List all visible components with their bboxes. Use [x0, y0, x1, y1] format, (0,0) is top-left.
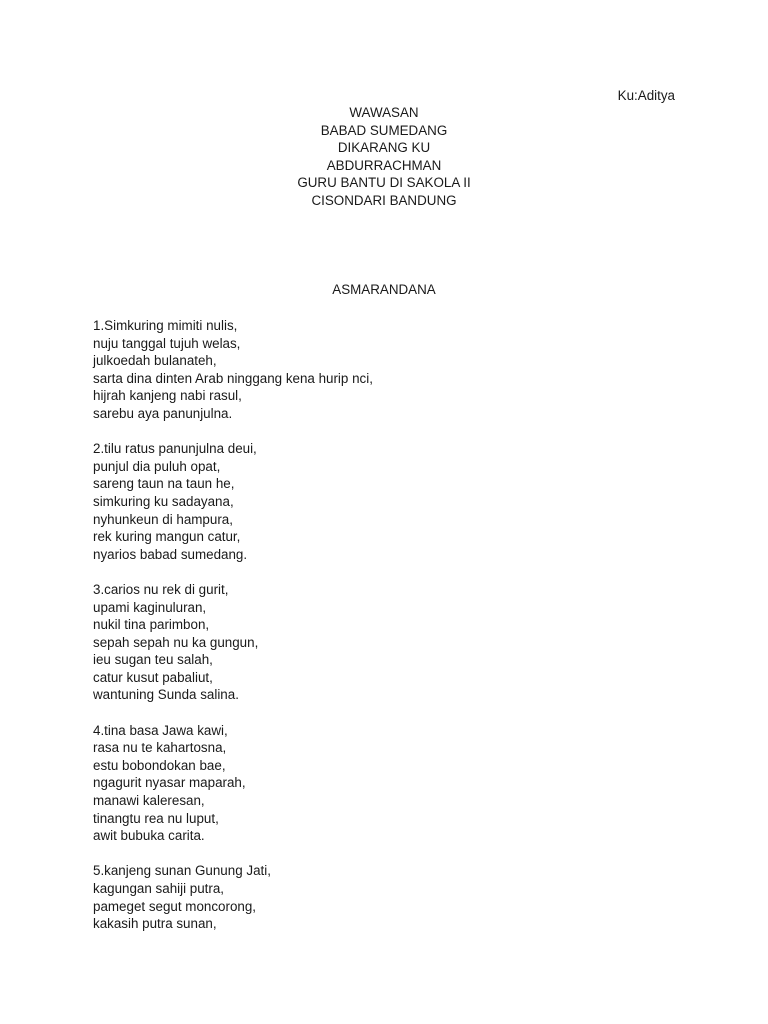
verse-line: 3.carios nu rek di gurit, — [93, 581, 229, 597]
verse-line: rasa nu te kahartosna, — [93, 740, 227, 756]
verse-line: nukil tina parimbon, — [93, 617, 210, 633]
verse-line: hijrah kanjeng nabi rasul, — [93, 388, 242, 404]
verse-line: 5.kanjeng sunan Gunung Jati, — [93, 863, 271, 879]
title-line: WAWASAN — [349, 105, 419, 120]
verse-line: nuju tanggal tujuh welas, — [93, 335, 241, 351]
author-line: Ku:Aditya — [617, 88, 675, 103]
stanza-2 — [93, 440, 693, 563]
section-heading: ASMARANDANA — [332, 282, 436, 297]
title-block — [0, 104, 768, 210]
title-line: ABDURRACHMAN — [326, 157, 442, 173]
verse-line: kakasih putra sunan, — [93, 916, 217, 932]
verse-line: tinangtu rea nu luput, — [93, 810, 219, 826]
verse-line: wantuning Sunda salina. — [93, 687, 239, 703]
verse-line: nyhunkeun di hampura, — [93, 511, 233, 527]
verse-line: pameget segut moncorong, — [93, 898, 257, 914]
verse-line: kagungan sahiji putra, — [93, 881, 225, 896]
verse-line: simkuring ku sadayana, — [93, 493, 234, 509]
verse-line: punjul dia puluh opat, — [93, 458, 221, 474]
verse-line: ngagurit nyasar maparah, — [93, 775, 246, 791]
verse-line: manawi kaleresan, — [93, 793, 205, 809]
verse-line: estu bobondokan bae, — [93, 757, 226, 773]
poem-body — [93, 317, 693, 950]
title-line: DIKARANG KU — [337, 140, 431, 156]
title-line: CISONDARI BANDUNG — [311, 192, 457, 208]
stanza-1 — [93, 317, 693, 423]
verse-line: rek kuring mangun catur, — [93, 529, 241, 545]
verse-line: upami kaginuluran, — [93, 599, 207, 615]
verse-line: nyarios babad sumedang. — [93, 546, 248, 562]
verse-line: catur kusut pabaliut, — [93, 669, 213, 685]
verse-line: 4.tina basa Jawa kawi, — [93, 722, 228, 738]
verse-line: awit bubuka carita. — [93, 828, 205, 844]
stanza-5 — [93, 862, 693, 932]
title-line: GURU BANTU DI SAKOLA II — [297, 175, 471, 191]
verse-line: ieu sugan teu salah, — [93, 652, 213, 668]
verse-line: sarebu aya panunjulna. — [93, 405, 233, 421]
verse-line: 1.Simkuring mimiti nulis, — [93, 318, 238, 333]
verse-line: julkoedah bulanateh, — [93, 353, 217, 369]
verse-line: sepah sepah nu ka gungun, — [93, 634, 259, 650]
verse-line: sarta dina dinten Arab ninggang kena hurip nci, — [93, 370, 373, 386]
verse-line: sareng taun na taun he, — [93, 476, 235, 492]
stanza-3 — [93, 581, 693, 704]
stanza-4 — [93, 722, 693, 845]
title-line: BABAD SUMEDANG — [320, 122, 448, 138]
verse-line: 2.tilu ratus panunjulna deui, — [93, 441, 257, 457]
